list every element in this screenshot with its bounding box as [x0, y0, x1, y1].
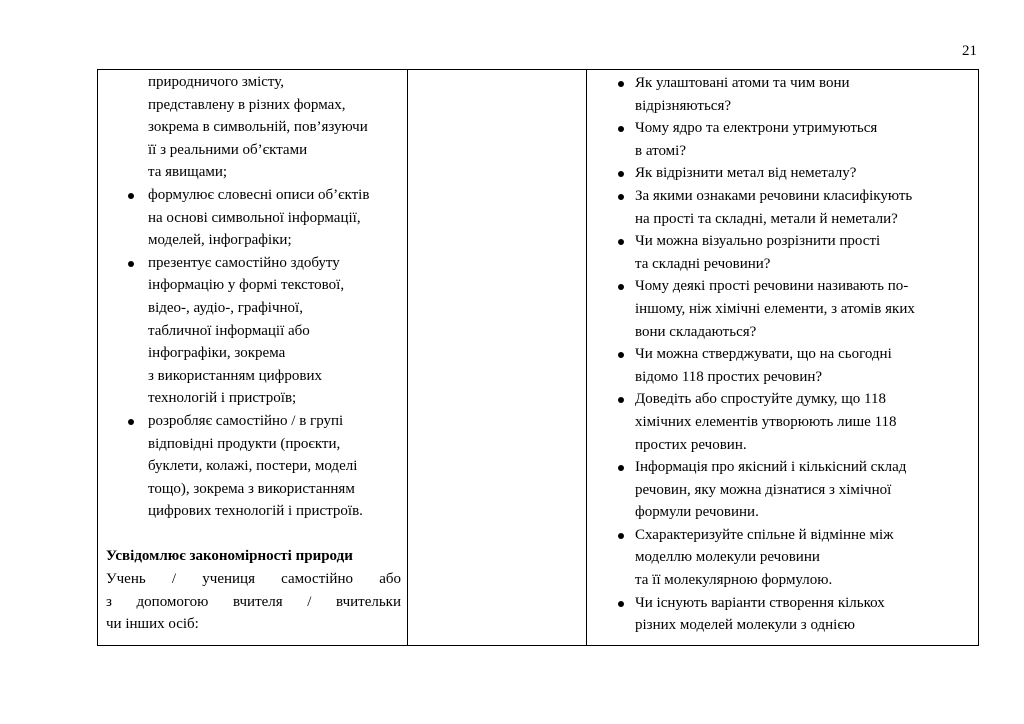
text-line: інформацію у формі текстової,: [148, 277, 345, 294]
text-line: тощо), зокрема з використанням: [148, 480, 355, 497]
text-line: представлену в різних формах,: [148, 96, 346, 113]
bullet-icon: [618, 194, 624, 200]
text-line: на прості та складні, метали й неметали?: [635, 210, 898, 227]
text-line: та явищами;: [148, 164, 228, 181]
text-line: та складні речовини?: [635, 255, 771, 272]
text-line: За якими ознаками речовини класифікують: [635, 187, 913, 204]
paragraph-line: з допомогою вчителя / вчительки: [106, 593, 401, 610]
question-list-item: [595, 343, 972, 388]
outcome-list-item: [106, 252, 401, 410]
text-line: Доведіть або спростуйте думку, що 118: [635, 391, 886, 408]
bullet-icon: [618, 397, 624, 403]
text-line: Чи існують варіанти створення кількох: [635, 594, 885, 611]
question-list-item: [595, 185, 972, 230]
question-list-item: [595, 117, 972, 162]
question-list-item: [595, 72, 972, 117]
bullet-icon: [618, 284, 624, 290]
continued-item: [106, 71, 401, 184]
bullet-icon: [618, 352, 624, 358]
text-line: Чи можна стверджувати, що на сьогодні: [635, 346, 892, 363]
section-heading: Усвідомлює закономірності природи: [106, 548, 353, 565]
empty-middle-column: [408, 70, 587, 645]
outcome-list-item: [106, 410, 401, 523]
questions-column: [587, 70, 978, 645]
bullet-icon: [618, 533, 624, 539]
bullet-icon: [128, 193, 134, 199]
text-line: відповідні продукти (проєкти,: [148, 435, 341, 452]
text-line: простих речовин.: [635, 436, 747, 453]
question-list-item: [595, 162, 972, 185]
text-line: табличної інформації або: [148, 322, 310, 339]
text-line: технологій і пристроїв;: [148, 390, 297, 407]
text-line: моделлю молекули речовини: [635, 549, 820, 566]
text-line: цифрових технологій і пристроїв.: [148, 503, 363, 520]
text-line: Схарактеризуйте спільне й відмінне між: [635, 526, 894, 543]
text-line: розробляє самостійно / в групі: [148, 412, 344, 429]
text-line: природничого змісту,: [148, 74, 285, 90]
bullet-icon: [618, 126, 624, 132]
text-line: Інформація про якісний і кількісний склад: [635, 459, 907, 476]
text-line: в атомі?: [635, 142, 686, 159]
text-line: вони складаються?: [635, 323, 757, 340]
question-list-item: [595, 524, 972, 592]
text-line: Чому ядро та електрони утримуються: [635, 120, 878, 137]
text-line: хімічних елементів утворюють лише 118: [635, 413, 897, 430]
text-line: Чи можна візуально розрізнити прості: [635, 233, 881, 250]
text-line: Як відрізнити метал від неметалу?: [635, 165, 857, 182]
text-line: презентує самостійно здобуту: [148, 254, 340, 271]
question-list-item: [595, 275, 972, 343]
text-line: зокрема в символьній, пов’язуючи: [148, 119, 368, 136]
text-line: Чому деякі прості речовини називають по-: [635, 278, 909, 295]
text-line: різних моделей молекули з однією: [635, 617, 855, 634]
question-list-item: [595, 230, 972, 275]
text-line: формули речовини.: [635, 504, 759, 521]
text-line: інфографіки, зокрема: [148, 345, 286, 362]
text-line: відомо 118 простих речовин?: [635, 368, 823, 385]
text-line: її з реальними об’єктами: [148, 141, 308, 158]
text-line: відрізняються?: [635, 97, 732, 114]
blank-line: [106, 523, 401, 546]
text-line: речовин, яку можна дізнатися з хімічної: [635, 481, 892, 498]
bullet-icon: [618, 239, 624, 245]
question-list-item: [595, 388, 972, 456]
paragraph-line: Учень / учениця самостійно або: [106, 571, 401, 588]
bullet-icon: [618, 81, 624, 87]
outcomes-column: [98, 70, 408, 645]
question-list-item: [595, 456, 972, 524]
page-number: 21: [962, 43, 977, 59]
outcome-list-item: [106, 184, 401, 252]
curriculum-table: [97, 69, 979, 646]
outcomes-cell: [98, 70, 407, 646]
text-line: моделей, інфографіки;: [148, 232, 292, 249]
text-line: з використанням цифрових: [148, 367, 322, 384]
text-line: формулює словесні описи об’єктів: [148, 186, 370, 203]
question-list-item: [595, 592, 972, 637]
questions-cell: [587, 70, 978, 647]
bullet-icon: [128, 261, 134, 267]
bullet-icon: [618, 601, 624, 607]
text-line: та її молекулярною формулою.: [635, 572, 833, 589]
text-line: Як улаштовані атоми та чим вони: [635, 75, 850, 91]
bullet-icon: [128, 419, 134, 425]
text-line: іншому, ніж хімічні елементи, з атомів яких: [635, 300, 915, 317]
text-line: буклети, колажі, постери, моделі: [148, 458, 358, 475]
bullet-icon: [618, 171, 624, 177]
bullet-icon: [618, 465, 624, 471]
text-line: відео-, аудіо-, графічної,: [148, 299, 303, 316]
paragraph-line: чи інших осіб:: [106, 616, 199, 633]
text-line: на основі символьної інформації,: [148, 209, 361, 226]
